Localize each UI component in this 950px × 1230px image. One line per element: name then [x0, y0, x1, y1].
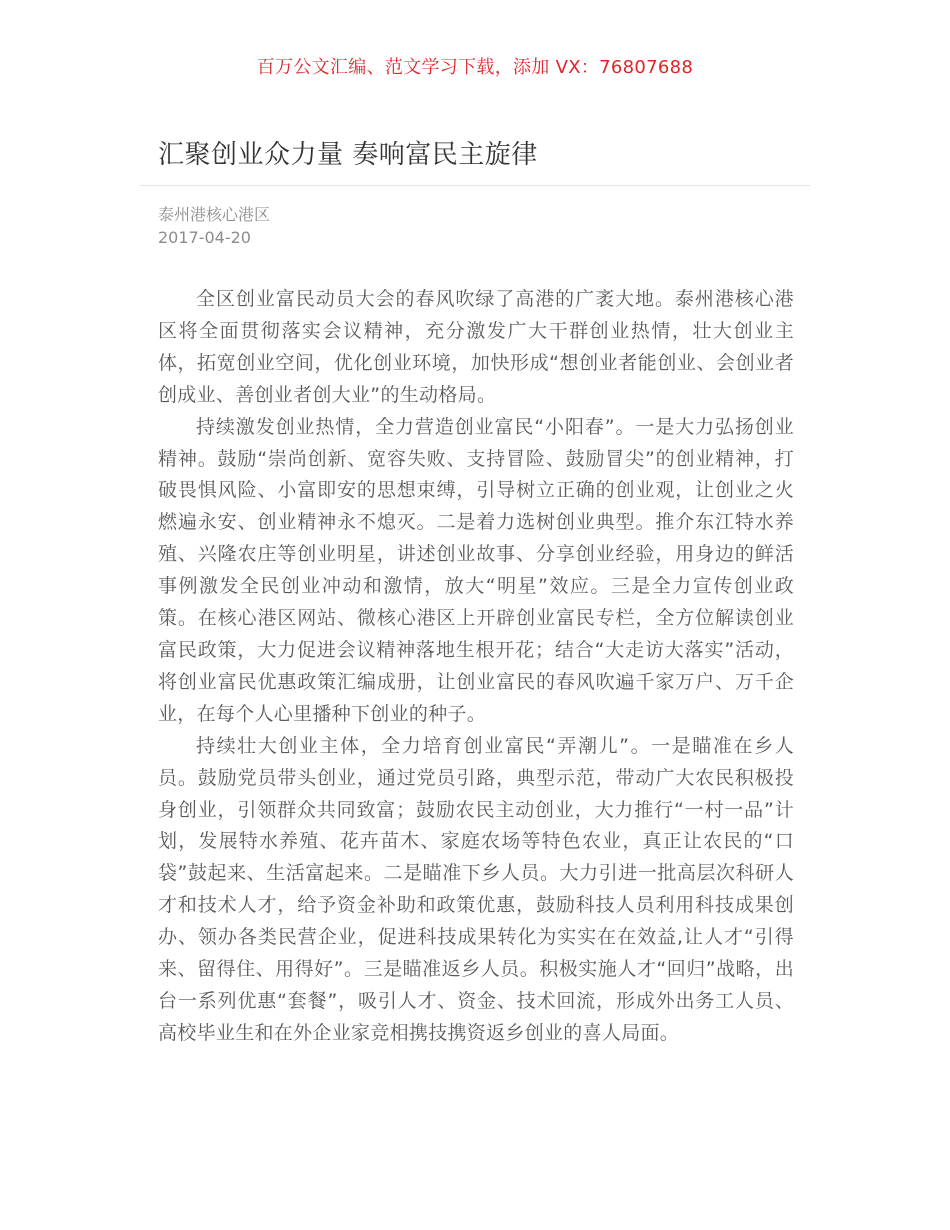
article-paragraph: 持续壮大创业主体，全力培育创业富民“弄潮儿”。一是瞄准在乡人员。鼓励党员带头创业，通过党员引路，典型示范，带动广大农民积极投身创业，引领群众共同致富；鼓励农民主动创业，大力推行“一村一品”计划，发展特水养殖、花卉苗木、家庭农场等特色农业，真正让农民的“口袋”鼓起来、生活富起来。二是瞄准下乡人员。大力引进一批高层次科研人才和技术人才，给予资金补助和政策优惠，鼓励科技人员利用科技成果创办、领办各类民营企业，促进科技成果转化为实实在在效益,让人才“引得来、留得住、用得好”。三是瞄准返乡人员。积极实施人才“回归”战略，出台一系列优惠“套餐”，吸引人才、资金、技术回流，形成外出务工人员、高校毕业生和在外企业家竞相携技携资返乡创业的喜人局面。 — [158, 734, 794, 1044]
article-source: 泰州港核心港区 — [158, 205, 271, 224]
article-body — [158, 284, 794, 1050]
article-paragraph: 全区创业富民动员大会的春风吹绿了高港的广袤大地。泰州港核心港区将全面贯彻落实会议精神，充分激发广大干群创业热情，壮大创业主体，拓宽创业空间，优化创业环境，加快形成“想创业者能创业、会创业者创成业、善创业者创大业”的生动格局。 — [158, 288, 794, 406]
header-note: 百万公文汇编、范文学习下载，添加 VX：76807688 — [256, 57, 694, 78]
title-divider — [140, 185, 810, 186]
article-paragraph: 持续激发创业热情，全力营造创业富民“小阳春”。一是大力弘扬创业精神。鼓励“崇尚创新、宽容失败、支持冒险、鼓励冒尖”的创业精神，打破畏惧风险、小富即安的思想束缚，引导树立正确的创业观，让创业之火燃遍永安、创业精神永不熄灭。二是着力选树创业典型。推介东江特水养殖、兴隆农庄等创业明星，讲述创业故事、分享创业经验，用身边的鲜活事例激发全民创业冲动和激情，放大“明星”效应。三是全力宣传创业政策。在核心港区网站、微核心港区上开辟创业富民专栏，全方位解读创业富民政策，大力促进会议精神落地生根开花；结合“大走访大落实”活动，将创业富民优惠政策汇编成册，让创业富民的春风吹遍千家万户、万千企业，在每个人心里播种下创业的种子。 — [158, 415, 794, 725]
article-title: 汇聚创业众力量 奏响富民主旋律 — [158, 140, 538, 170]
article-date: 2017-04-20 — [158, 228, 251, 247]
